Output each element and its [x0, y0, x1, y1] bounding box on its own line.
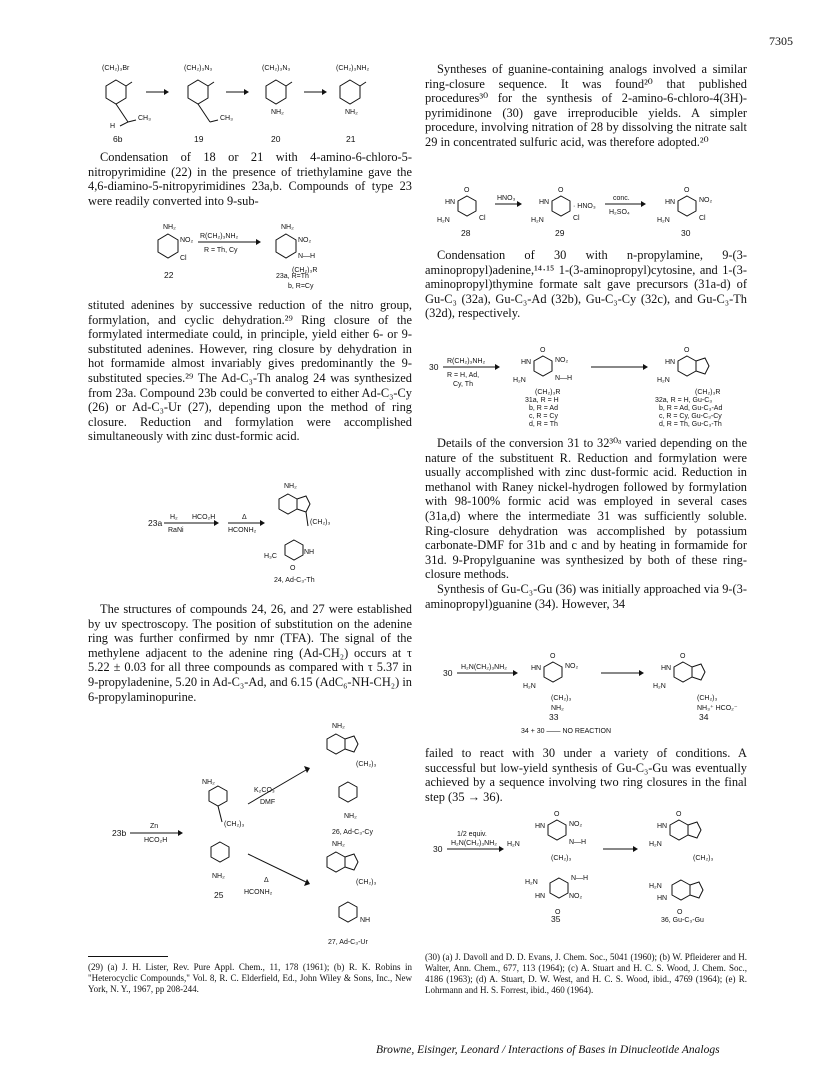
chain-label: (CH₂)₃ — [356, 761, 377, 768]
hn-label: HN — [535, 823, 546, 830]
compound-label: 24, Ad-C₃-Th — [274, 577, 315, 584]
chain-label: (CH₂)₃ — [693, 855, 714, 862]
page-number: 7305 — [769, 34, 793, 48]
reagent-label: R = Th, Cy — [204, 247, 238, 254]
compound-label: c, R = Cy — [529, 413, 558, 420]
reagent-label: Δ — [264, 877, 269, 884]
oxo-label: O — [684, 187, 690, 194]
methyl-label: CH₃ — [220, 115, 233, 122]
amino-label: NH₂ — [281, 224, 294, 231]
chain-label: (CH₂)₃N₃ — [184, 65, 213, 72]
hn-label: HN — [657, 895, 668, 902]
salt-label: NH₃⁺ HCO₂⁻ — [697, 705, 738, 712]
oxo-label: O — [290, 565, 296, 572]
reagent-label: Δ — [242, 514, 247, 521]
chain-label: (CH₂)₃ — [551, 855, 572, 862]
h2n-label: H₂N — [649, 883, 662, 890]
right-column-cont — [425, 248, 747, 321]
oxo-label: O — [540, 347, 546, 354]
h2n-label: H₂N — [657, 377, 670, 384]
hn-label: HN — [665, 359, 676, 366]
chloro-label: Cl — [180, 255, 187, 262]
compound-label: 19 — [194, 134, 204, 144]
compound-label: 32a, R = H, Gu-C₃ — [655, 397, 713, 404]
paragraph: stituted adenines by successive reduction of the nitro group, formylation, and cyclic dehydration.²⁹ Ring closure of the formylated intermediate could, in principle, yield either 6- or 9-substituted adenines. However, ring closure by dehydration in hot formamide almost invariably gives predominantly the 9-substituted species.²⁹ The Ad-C₃-Th analog 24 was synthesized from 23a. Compound 23b could be converted to either Ad-C₃-Cy (26) or Ad-C₃-Ur (27), depending upon the method of ring closure. Reduction and formylation were accomplished simultaneously with zinc dust-formic acid. — [88, 298, 412, 444]
amino-label: NH₂ — [332, 841, 345, 848]
reagent-label: HCO₂H — [144, 837, 168, 844]
hn-label: HN — [657, 823, 668, 830]
chain-label: (CH₂)₃R — [292, 267, 318, 274]
reagent-label: conc. — [613, 195, 630, 202]
paragraph: Condensation of 18 or 21 with 4-amino-6-chloro-5-nitropyrimidine (22) in the presence of triethylamine gave the 4,6-diamino-5-nitropyrimidines 23a,b. Compounds of type 23 were readily converted into 9-sub- — [88, 150, 412, 208]
chloro-label: Cl — [573, 215, 580, 222]
amino-label: NH₂ — [345, 109, 358, 116]
compound-label: b, R = Ad, Gu-C₃-Ad — [659, 405, 723, 412]
scheme-gu-c3-series — [425, 336, 747, 434]
reagent-label: R(CH₂)₃NH₂ — [447, 358, 486, 365]
hn-label: HN — [521, 359, 532, 366]
reagent-label: DMF — [260, 799, 276, 806]
compound-label: d, R = Th, Gu-C₃-Th — [659, 421, 722, 428]
chain-label: (CH₂)₃ — [551, 695, 572, 702]
amino-label: NH₂ — [284, 483, 297, 490]
reagent-label: K₂CO₃ — [254, 787, 275, 794]
scheme-diaminonitropyrimidine — [88, 212, 412, 294]
paragraph: Synthesis of Gu-C₃-Gu (36) was initially approached via 9-(3-aminopropyl)guanine (34). However, 34 — [425, 581, 747, 611]
footnote-29: (29) (a) J. H. Lister, Rev. Pure Appl. Chem., 11, 178 (1961); (b) R. K. Robins in "Heterocyclic Compounds," Vol. 8, R. C. Elderfield, Ed., John Wiley & Sons, Inc., New York, N. Y., 1967, pp 208-244. — [88, 962, 412, 994]
hn-label: HN — [661, 665, 672, 672]
reagent-label: H₂ — [170, 514, 178, 521]
reagent-label: RaNi — [168, 527, 184, 534]
chain-label: (CH₂)₃R — [695, 389, 721, 396]
methyl-label: CH₃ — [138, 115, 151, 122]
reagent-label: Cy, Th — [453, 381, 473, 388]
start-label: 23b — [112, 828, 127, 838]
compound-label: 21 — [346, 134, 356, 144]
paragraph: failed to react with 30 under a variety of conditions. A successful but low-yield synthesis of Gu-C₃-Gu was eventually achieved by a sequence involving two ring closures in the final step (35 → 36). — [425, 746, 747, 804]
start-label: 30 — [443, 668, 453, 678]
amino-label: NH₂ — [271, 109, 284, 116]
left-column — [88, 150, 412, 208]
nh-label: NH — [304, 549, 315, 556]
compound-label: 30 — [681, 228, 691, 238]
hn-label: HN — [535, 893, 546, 900]
chain-label: (CH₂)₃ — [697, 695, 718, 702]
reagent-label: R(CH₂)₃NH₂ — [200, 233, 239, 240]
scheme-gu-c3-gu — [425, 808, 747, 926]
start-label: 30 — [429, 362, 439, 372]
nh-label: N—H — [571, 875, 589, 882]
chain-label: (CH₂)₃R — [535, 389, 561, 396]
start-label: 23a — [148, 518, 163, 528]
reagent-label: H₂N(CH₂)₃NH₂ — [451, 840, 497, 847]
h2n-label: H₂N — [525, 879, 538, 886]
compound-label: 31a, R = H — [525, 397, 559, 404]
chain-label: (CH₂)₃Br — [102, 65, 130, 72]
left-column-cont2 — [88, 602, 412, 704]
compound-label: 22 — [164, 270, 174, 280]
oxo-label: O — [558, 187, 564, 194]
hn-label: HN — [665, 199, 676, 206]
compound-label: 35 — [551, 914, 561, 924]
reagent-label: Zn — [150, 823, 159, 830]
footnote-30: (30) (a) J. Davoll and D. D. Evans, J. Chem. Soc., 5041 (1960); (b) W. Pfleiderer and H. Walter, Ann. Chem., 677, 113 (1964); (c) A. Stuart and H. C. S. Wood, J. Chem. Soc., 4186 (1963); (d) A. Stuart, D. W. West, and H. C. S. Wood, ibid., 4769 (1964); (e) R. Lohrmann and H. S. Forrest, ibid., 460 (1964). — [425, 952, 747, 995]
compound-label: 29 — [555, 228, 565, 238]
paragraph: Details of the conversion 31 to 32³⁰ᵃ varied depending on the nature of the substituent R. Reduction and formylation were usually accomplished with zinc dust-formic acid. Reduction in methanol with Raney nickel-hydrogen followed by formylation with 98-100% formic acid was employed in several cases (31a,d) where the intermediate 31 was sufficiently soluble. Ring-closure dehydration was accomplished by potassium carbonate-DMF for 31b and c and by heating in formamide for 31d. 9-Propylguanine was synthesized by both of these ring-closure methods. — [425, 436, 747, 582]
reagent-label: R = H, Ad, — [447, 372, 480, 379]
compound-label: 34 — [699, 712, 709, 722]
chain-label: (CH₂)₃ — [224, 821, 245, 828]
h2n-label: H₂N — [657, 217, 670, 224]
left-column-cont — [88, 298, 412, 444]
right-column — [425, 62, 747, 150]
amino-label: NH₂ — [344, 813, 357, 820]
footnote-rule — [88, 956, 168, 957]
oxo-label: O — [677, 909, 683, 916]
no-reaction-label: 34 + 30 —— NO REACTION — [521, 728, 612, 735]
scheme-aminopropylguanine — [425, 642, 747, 736]
reagent-label: HCO₂H — [192, 514, 216, 521]
nitro-label: NO₂ — [699, 197, 713, 204]
reagent-label: H₂N(CH₂)₃NH₂ — [461, 664, 507, 671]
paragraph: Syntheses of guanine-containing analogs involved a similar ring-closure sequence. It was found²⁰ that published procedures³⁰ for the synthesis of 2-amino-6-chloro-4(3H)-pyrimidinone (30) gave irreproducible yields. A simpler procedure, involving nitration of 28 by dissolving the nitrate salt 29 in concentrated sulfuric acid, was therefore adopted.²⁰ — [425, 62, 747, 149]
reagent-label: 1/2 equiv. — [457, 831, 487, 838]
compound-label: b, R=Cy — [288, 283, 314, 290]
oxo-label: O — [555, 909, 561, 916]
h2n-label: H₂N — [523, 683, 536, 690]
compound-label: 27, Ad-C₃-Ur — [328, 939, 368, 946]
nh-label: N—H — [555, 375, 573, 382]
nitro-label: NO₂ — [569, 821, 583, 828]
oxo-label: O — [676, 811, 682, 818]
hn-label: HN — [445, 199, 456, 206]
amino-label: NH₂ — [163, 224, 176, 231]
chloro-label: Cl — [699, 215, 706, 222]
nh-label: N—H — [569, 839, 587, 846]
chain-label: (CH₂)₃ — [356, 879, 377, 886]
nitro-label: NO₂ — [569, 893, 583, 900]
compound-label: 6b — [113, 134, 123, 144]
hydrogen-label: H — [110, 123, 116, 130]
h2n-label: H₂N — [513, 377, 526, 384]
compound-label: b, R = Ad — [529, 405, 558, 412]
compound-label: d, R = Th — [529, 421, 558, 428]
oxo-label: O — [680, 653, 686, 660]
right-column-cont2 — [425, 436, 747, 611]
oxo-label: O — [550, 653, 556, 660]
chain-label: (CH₂)₃NH₂ — [336, 65, 370, 72]
oxo-label: O — [684, 347, 690, 354]
h2n-label: H₂N — [507, 841, 520, 848]
right-column-cont3 — [425, 746, 747, 804]
nh-label: NH — [360, 917, 371, 924]
scheme-azide-series — [88, 62, 412, 150]
compound-label: 36, Gu-C₃-Gu — [661, 917, 704, 924]
amino-label: NH₂ — [202, 779, 215, 786]
nh-label: N—H — [298, 253, 316, 260]
h2n-label: H₂N — [649, 841, 662, 848]
amino-label: NH₂ — [332, 723, 345, 730]
methyl-label: H₃C — [264, 553, 277, 560]
amino-label: NH₂ — [551, 705, 564, 712]
scheme-nitration — [425, 184, 747, 240]
compound-label: 20 — [271, 134, 281, 144]
reagent-label: H₂SO₄ — [609, 209, 630, 216]
compound-label: c, R = Cy, Gu-C₃-Cy — [659, 413, 722, 420]
scheme-ad-c3-cy-ur — [88, 714, 412, 948]
paragraph: Condensation of 30 with n-propylamine, 9-(3-aminopropyl)adenine,¹⁴·¹⁵ 1-(3-aminopropyl)cytosine, and 1-(3-aminopropyl)thymine formate salt gave precursors (31a-d) of Gu-C₃ (32a), Gu-C₃-Ad (32b), Gu-C₃-Cy (32c), and Gu-C₃-Th (32d), respectively. — [425, 248, 747, 321]
salt-label: · HNO₃ — [573, 203, 596, 210]
paragraph: The structures of compounds 24, 26, and 27 were established by uv spectroscopy. The position of substitution on the adenine ring was further confirmed by nmr (TFA). The signal of the methylene adjacent to the adenine ring (Ad-CH₂) occurs at τ 5.22 ± 0.03 for all three compounds as compared with τ 5.37 in 9-propyladenine, 5.20 in Ad-C₃-Ad, and 6.15 (AdC₆-NH-CH₂) in 6-propylaminopurine. — [88, 602, 412, 704]
reagent-label: HNO₃ — [497, 195, 516, 202]
h2n-label: H₂N — [653, 683, 666, 690]
oxo-label: O — [464, 187, 470, 194]
chloro-label: Cl — [479, 215, 486, 222]
nitro-label: NO₂ — [565, 663, 579, 670]
chain-label: (CH₂)₃N₃ — [262, 65, 291, 72]
compound-label: 25 — [214, 890, 224, 900]
nitro-label: NO₂ — [555, 357, 569, 364]
reagent-label: HCONH₂ — [228, 527, 257, 534]
amino-label: NH₂ — [212, 873, 225, 880]
scheme-ad-c3-th — [88, 478, 412, 586]
compound-label: 26, Ad-C₃-Cy — [332, 829, 373, 836]
chain-label: (CH₂)₃ — [310, 519, 331, 526]
compound-label: 23a, R=Th — [276, 273, 309, 280]
reagent-label: HCONH₂ — [244, 889, 273, 896]
start-label: 30 — [433, 844, 443, 854]
nitro-label: NO₂ — [298, 237, 312, 244]
oxo-label: O — [554, 811, 560, 818]
hn-label: HN — [531, 665, 542, 672]
running-footer: Browne, Eisinger, Leonard / Interactions of Bases in Dinucleotide Analogs — [376, 1044, 720, 1056]
compound-label: 28 — [461, 228, 471, 238]
hn-label: HN — [539, 199, 550, 206]
nitro-label: NO₂ — [180, 237, 194, 244]
compound-label: 33 — [549, 712, 559, 722]
h2n-label: H₂N — [437, 217, 450, 224]
h2n-label: H₂N — [531, 217, 544, 224]
